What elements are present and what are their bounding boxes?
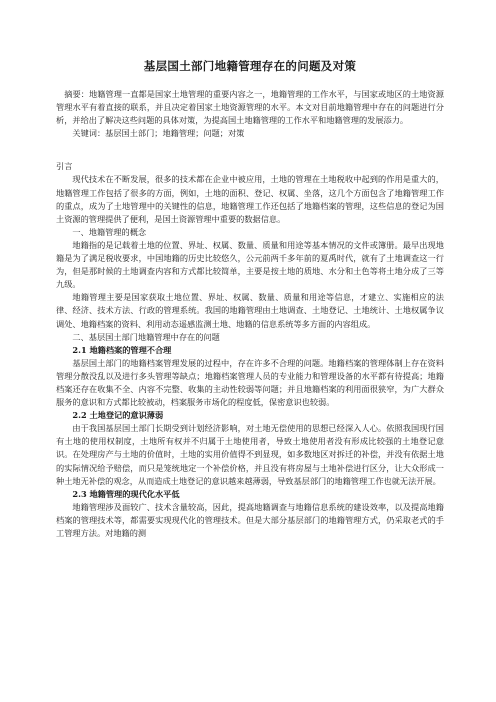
section-2-2-paragraph: 由于我国基层国土部门长期受到计划经济影响，对土地无偿使用的思想已经深入人心。依照我国现行国有土地的使用权制度，土地所有权并不归属于土地使用者，导致土地使用者没有形成比较强的土地登记意识。在处理房产与土地的价值时，土地的实用价值得不到显现，如多数地区对拆迁的补偿，并没有依据土地的实际情况给予赔偿，而只是笼统地定一个补偿价格，并且没有将房屋与土地补偿进行区分，让大众形成一种土地无补偿的观念，从而造成土地登记的意识越来越薄弱，导致基层部门的地籍管理工作也就无法开展。: [56, 423, 444, 486]
keywords: 关键词：基层国土部门；地籍管理；问题；对策: [72, 128, 245, 139]
section-2-heading: 二、基层国土部门地籍管理中存在的问题: [72, 331, 220, 342]
section-2-1-heading: 2.1 地籍档案的管理不合理: [72, 344, 172, 355]
intro-heading: 引言: [56, 161, 73, 172]
section-1-heading: 一、地籍管理的概念: [72, 226, 147, 237]
section-2-1-paragraph: 基层国土部门的地籍档案管理发展的过程中，存在许多不合理的问题。地籍档案的管理体制上存在资料管理分散没乱以及进行多头管理等缺点；地籍档案管理人员的专业能力和管理设备的水平都有待提高；地籍档案还存在收集不全、内容不完整、收集的主动性较弱等问题；并且地籍档案的利用面很狭窄，为广大群众服务的意识和方式都比较被动，档案服务市场化的程度低，保密意识也较弱。: [56, 357, 444, 408]
section-1-paragraph-2: 地籍管理主要是国家获取土地位置、界址、权属、数量、质量和用途等信息，才建立、实施相应的法律、经济、技术方法、行政的管理系统。我国的地籍管理由土地调查、土地登记、土地统计、土地权属争议调处、地籍档案的资料、利用动态遥感监测土地、地籍的信息系统等多方面的内容组成。: [56, 292, 444, 329]
section-2-3-paragraph: 地籍管理涉及面较广、技术含量较高，因此，提高地籍调查与地籍信息系统的建设效率，以及提高地籍档案的管理技术等，都需要实现现代化的管理技术。但是大部分基层部门的地籍管理方式，仍采取老式的手工管理方法。对地籍的测: [56, 501, 444, 538]
section-2-2-heading: 2.2 土地登记的意识薄弱: [72, 410, 164, 421]
abstract: 摘要：地籍管理一直都是国家土地管理的重要内容之一，地籍管理的工作水平，与国家或地区的土地资源管理水平有着直接的联系，并且决定着国家土地资源管理的水平。本文对目前地籍管理中存在的问题进行分析，并给出了解决这些问题的具体对策，为提高国土地籍管理的工作水平和地籍管理的发展添力。: [56, 89, 444, 126]
section-2-3-heading: 2.3 地籍管理的现代化水平低: [72, 488, 180, 499]
intro-paragraph: 现代技术在不断发展，很多的技术都在企业中被应用，土地的管理在土地税收中起到的作用是重大的，地籍管理工作包括了很多的方面，例如，土地的面积、登记、权属、坐落，这几个方面包含了地籍管理工作的重点，成为了土地管理中的关键性的信息，地籍管理工作还包括了地籍档案的管理，这些信息的登记为国土资源的管理提供了便利，是国土资源管理中重要的数据信息。: [56, 174, 444, 224]
section-1-paragraph-1: 地籍指的是记载着土地的位置、界址、权属、数量、质量和用途等基本情况的文件或簿册。最早出现地籍是为了满足税收要求，中国地籍的历史比较悠久，公元前两千多年前的夏禹时代，就有了土地调查这一行为，但是那时候的土地调查内容和方式都比较简单，主要是按土地的质地、水分和土色等将土地分成了三等九级。: [56, 239, 444, 290]
paper-title: 基层国土部门地籍管理存在的问题及对策: [143, 59, 357, 73]
